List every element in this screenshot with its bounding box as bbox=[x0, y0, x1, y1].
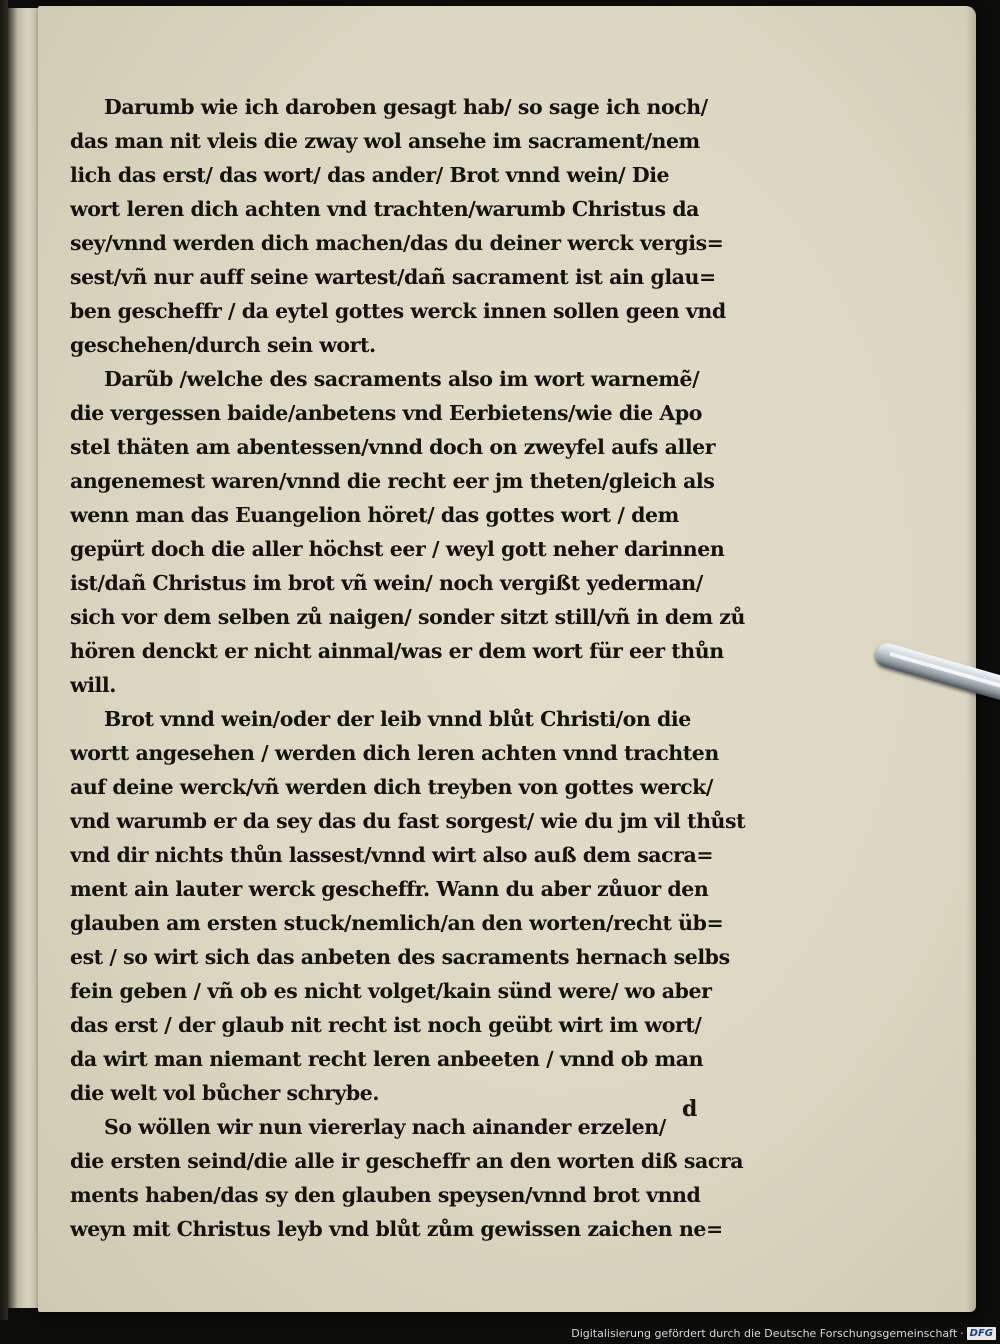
text-line: wort leren dich achten vnd trachten/warumb Christus da bbox=[70, 197, 699, 221]
text-line: ment ain lauter werck gescheffr. Wann du aber zůuor den bbox=[70, 877, 709, 901]
page-fore-edge bbox=[966, 6, 976, 1312]
text-line: est / so wirt sich das anbeten des sacraments hernach selbs bbox=[70, 945, 730, 969]
previous-page-edge bbox=[0, 0, 8, 1320]
text-line: vnd warumb er da sey das du fast sorgest/ wie du jm vil thůst bbox=[70, 809, 746, 833]
text-line: wenn man das Euangelion höret/ das gottes wort / dem bbox=[70, 503, 679, 527]
text-line: ist/dañ Christus im brot vñ wein/ noch vergißt yederman/ bbox=[70, 571, 703, 595]
text-line: vnd dir nichts thůn lassest/vnnd wirt also auß dem sacra= bbox=[70, 843, 714, 867]
text-line: stel thäten am abentessen/vnnd doch on zweyfel aufs aller bbox=[70, 435, 716, 459]
text-line: fein geben / vñ ob es nicht volget/kain sünd were/ wo aber bbox=[70, 979, 712, 1003]
text-line: angenemest waren/vnnd die recht eer jm theten/gleich als bbox=[70, 469, 715, 493]
book-gutter bbox=[8, 8, 41, 1308]
text-line: Darumb wie ich daroben gesagt hab/ so sage ich noch/ bbox=[104, 95, 708, 119]
text-line: gepürt doch die aller höchst eer / weyl gott neher darinnen bbox=[70, 537, 725, 561]
text-line: sich vor dem selben zů naigen/ sonder sitzt still/vñ in dem zů bbox=[70, 605, 745, 629]
credit-text: Digitalisierung gefördert durch die Deutsche Forschungsgemeinschaft bbox=[571, 1327, 958, 1340]
text-line: die ersten seind/die alle ir gescheffr an den worten diß sacra bbox=[70, 1149, 744, 1173]
text-line: das man nit vleis die zway wol ansehe im sacrament/nem bbox=[70, 129, 700, 153]
text-line: Darũb /welche des sacraments also im wort warnemẽ/ bbox=[104, 367, 700, 391]
text-line: sey/vnnd werden dich machen/das du deiner werck vergis= bbox=[70, 231, 724, 255]
text-line: lich das erst/ das wort/ das ander/ Brot vnnd wein/ Die bbox=[70, 163, 670, 187]
text-line: will. bbox=[70, 673, 116, 697]
page-text-block bbox=[70, 90, 760, 1246]
text-line: ben gescheffr / da eytel gottes werck innen sollen geen vnd bbox=[70, 299, 726, 323]
text-line: geschehen/durch sein wort. bbox=[70, 333, 376, 357]
text-line: die vergessen baide/anbetens vnd Eerbietens/wie die Apo bbox=[70, 401, 702, 425]
text-line: So wöllen wir nun viererlay nach ainander erzelen/ bbox=[104, 1115, 666, 1139]
text-line: das erst / der glaub nit recht ist noch geübt wirt im wort/ bbox=[70, 1013, 702, 1037]
text-line: glauben am ersten stuck/nemlich/an den worten/recht üb= bbox=[70, 911, 724, 935]
text-line: Brot vnnd wein/oder der leib vnnd blůt Christi/on die bbox=[104, 707, 691, 731]
text-line: da wirt man niemant recht leren anbeeten / vnnd ob man bbox=[70, 1047, 704, 1071]
text-line: sest/vñ nur auff seine wartest/dañ sacrament ist ain glau= bbox=[70, 265, 716, 289]
signature-mark: d bbox=[682, 1096, 698, 1122]
text-line: ments haben/das sy den glauben speysen/vnnd brot vnnd bbox=[70, 1183, 701, 1207]
digitization-credit bbox=[571, 1326, 996, 1341]
text-line: wortt angesehen / werden dich leren achten vnnd trachten bbox=[70, 741, 719, 765]
text-line: weyn mit Christus leyb vnd blůt zům gewissen zaichen ne= bbox=[70, 1217, 723, 1241]
credit-separator: · bbox=[960, 1327, 964, 1340]
dfg-logo-icon: DFG bbox=[967, 1327, 996, 1340]
text-line: auf deine werck/vñ werden dich treyben von gottes werck/ bbox=[70, 775, 713, 799]
text-line: hören denckt er nicht ainmal/was er dem wort für eer thůn bbox=[70, 639, 724, 663]
text-line: die welt vol bůcher schrybe. bbox=[70, 1081, 380, 1105]
